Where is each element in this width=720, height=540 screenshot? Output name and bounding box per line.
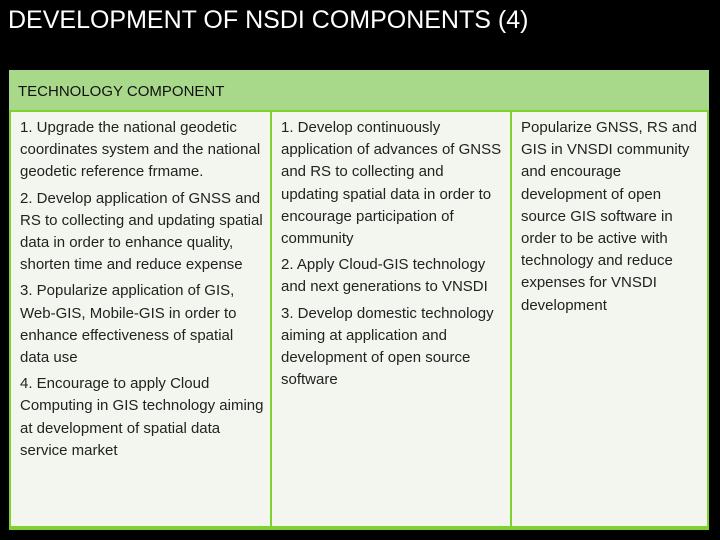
list-item: 3. Develop domestic technology aiming at application and development of open source software xyxy=(281,304,494,389)
list-item: 2. Develop application of GNSS and RS to collecting and updating spatial data in order to enhance quality, shorten time and reduce expense xyxy=(20,189,263,274)
list-item: 1. Upgrade the national geodetic coordinates system and the national geodetic reference frmame. xyxy=(20,119,261,181)
column-outcome xyxy=(512,112,707,526)
table-header xyxy=(9,70,709,110)
column-objectives xyxy=(11,112,270,526)
slide-title: DEVELOPMENT OF NSDI COMPONENTS (4) xyxy=(8,6,529,34)
technology-component-table xyxy=(9,70,709,530)
column-tasks xyxy=(272,112,510,526)
list-item: 3. Popularize application of GIS, Web-GIS, Mobile-GIS in order to enhance effectiveness of spatial data use xyxy=(20,282,237,367)
list-item: Popularize GNSS, RS and GIS in VNSDI community and encourage development of open source GIS software in order to be active with technology and reduce expenses for VNSDI development xyxy=(521,119,697,314)
list-item: 2. Apply Cloud-GIS technology and next generations to VNSDI xyxy=(281,256,488,296)
table-header-label: TECHNOLOGY COMPONENT xyxy=(18,83,225,100)
list-item: 4. Encourage to apply Cloud Computing in GIS technology aiming at development of spatial data service market xyxy=(20,375,264,459)
list-item: 1. Develop continuously application of advances of GNSS and RS to collecting and updating spatial data in order to encourage participation of community xyxy=(281,119,502,248)
